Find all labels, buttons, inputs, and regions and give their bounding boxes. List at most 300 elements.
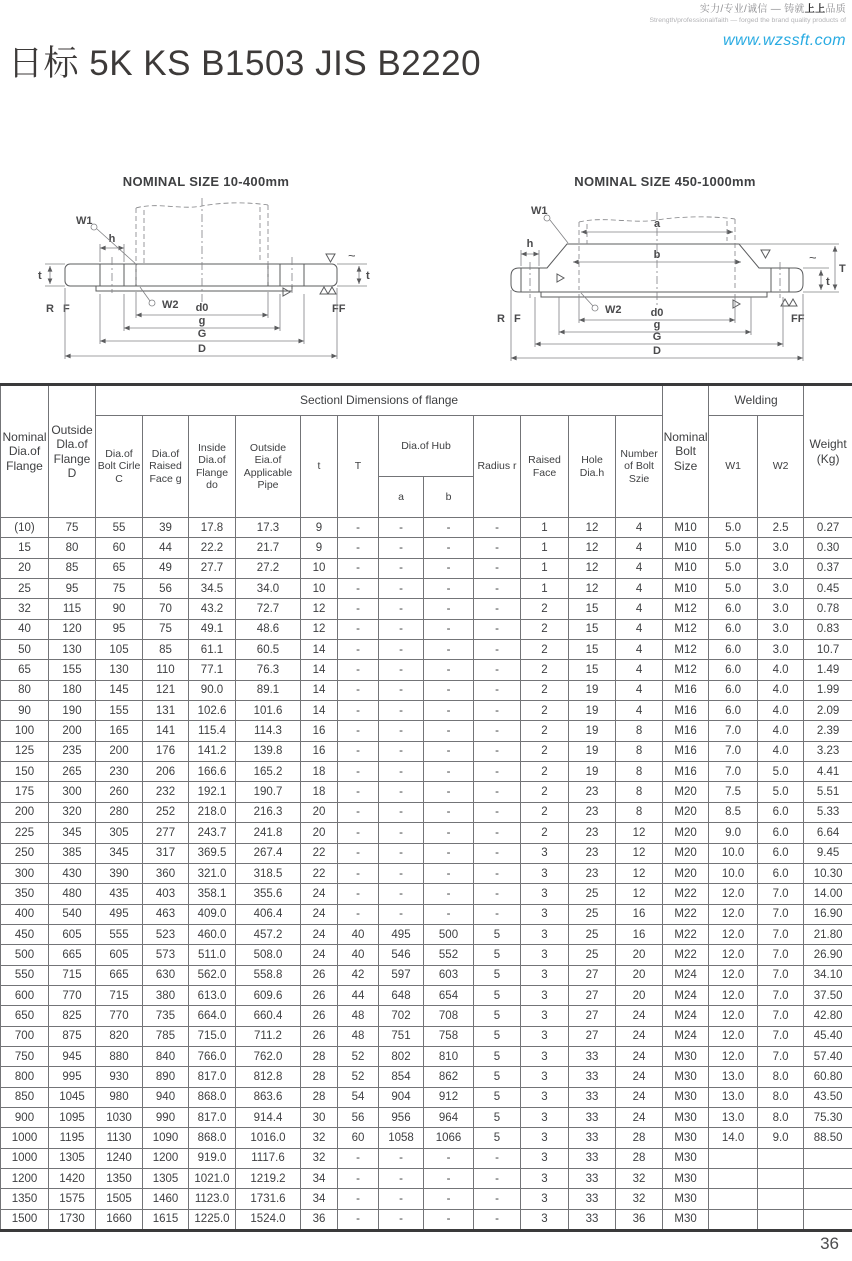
table-row: [1, 965, 852, 985]
table-cell: 2: [521, 701, 569, 721]
table-cell: 12: [616, 843, 663, 863]
table-cell: 250: [1, 843, 49, 863]
table-cell: -: [379, 660, 424, 680]
table-cell: 52: [338, 1067, 379, 1087]
table-cell: 3.23: [804, 741, 852, 761]
table-cell: 17.3: [236, 518, 301, 538]
weld-symbol-side-icon: [557, 274, 564, 282]
table-cell: 945: [49, 1046, 96, 1066]
table-cell: -: [474, 680, 521, 700]
table-cell: 23: [569, 823, 616, 843]
table-cell: 190: [49, 701, 96, 721]
table-cell: 762.0: [236, 1046, 301, 1066]
table-cell: -: [338, 823, 379, 843]
table-cell: -: [338, 802, 379, 822]
table-cell: 21.7: [236, 538, 301, 558]
table-cell: -: [424, 599, 474, 619]
table-cell: -: [379, 802, 424, 822]
table-cell: 385: [49, 843, 96, 863]
table-cell: M20: [663, 863, 709, 883]
table-cell: 26: [301, 1026, 338, 1046]
table-cell: 49: [143, 558, 189, 578]
table-cell: 358.1: [189, 884, 236, 904]
table-cell: 7.0: [709, 762, 758, 782]
table-cell: -: [474, 762, 521, 782]
table-cell: -: [474, 1189, 521, 1209]
table-cell: 3.0: [758, 640, 804, 660]
table-cell: 200: [49, 721, 96, 741]
table-cell: -: [424, 538, 474, 558]
header-bolt-size: Nominal Bolt Size: [663, 385, 709, 518]
table-cell: 206: [143, 762, 189, 782]
table-cell: -: [379, 782, 424, 802]
table-cell: 32: [301, 1148, 338, 1168]
table-cell: 200: [96, 741, 143, 761]
table-cell: -: [338, 721, 379, 741]
table-cell: -: [379, 843, 424, 863]
table-cell: 105: [96, 640, 143, 660]
table-cell: 267.4: [236, 843, 301, 863]
table-cell: 15: [569, 619, 616, 639]
table-cell: 12: [301, 619, 338, 639]
table-cell: 75: [96, 579, 143, 599]
table-cell: 1200: [1, 1169, 49, 1189]
table-cell: 15: [569, 599, 616, 619]
table-cell: 1016.0: [236, 1128, 301, 1148]
table-cell: 24: [616, 1026, 663, 1046]
table-cell: 7.0: [758, 884, 804, 904]
table-cell: M30: [663, 1046, 709, 1066]
table-cell: -: [474, 660, 521, 680]
tagline-prefix: 实力/专业/诚信 — 铸就: [699, 4, 805, 15]
table-cell: 2.5: [758, 518, 804, 538]
table-cell: 100: [1, 721, 49, 741]
table-cell: 380: [143, 985, 189, 1005]
table-cell: 5.0: [709, 558, 758, 578]
table-cell: 600: [1, 985, 49, 1005]
table-cell: 48.6: [236, 619, 301, 639]
table-row: [1, 599, 852, 619]
table-cell: M10: [663, 538, 709, 558]
table-cell: 14: [301, 701, 338, 721]
table-cell: -: [424, 579, 474, 599]
weld-symbol-double-icon: [781, 299, 797, 306]
table-cell: 758: [424, 1026, 474, 1046]
table-cell: 305: [96, 823, 143, 843]
table-row: [1, 701, 852, 721]
table-cell: 33: [569, 1107, 616, 1127]
table-cell: 1460: [143, 1189, 189, 1209]
table-cell: 5.0: [709, 538, 758, 558]
table-cell: M22: [663, 904, 709, 924]
table-cell: 95: [49, 579, 96, 599]
table-cell: 0.83: [804, 619, 852, 639]
table-cell: 3.0: [758, 558, 804, 578]
header-radius: Radius r: [474, 416, 521, 518]
table-cell: 43.50: [804, 1087, 852, 1107]
table-cell: -: [474, 558, 521, 578]
table-cell: 14: [301, 660, 338, 680]
table-cell: 20: [616, 985, 663, 1005]
table-cell: 39: [143, 518, 189, 538]
table-cell: 192.1: [189, 782, 236, 802]
table-cell: M24: [663, 985, 709, 1005]
table-cell: 3: [521, 1128, 569, 1148]
table-cell: 3.0: [758, 579, 804, 599]
table-cell: -: [424, 823, 474, 843]
table-row: [1, 660, 852, 680]
dim-label-t: t: [826, 276, 830, 288]
table-cell: 3: [521, 1006, 569, 1026]
table-cell: 2: [521, 640, 569, 660]
table-cell: M16: [663, 741, 709, 761]
table-cell: 42.80: [804, 1006, 852, 1026]
table-cell: 7.5: [709, 782, 758, 802]
table-cell: 320: [49, 802, 96, 822]
table-cell: 1030: [96, 1107, 143, 1127]
table-row: [1, 1026, 852, 1046]
table-cell: 44: [143, 538, 189, 558]
table-cell: 12: [569, 518, 616, 538]
table-cell: 12: [616, 823, 663, 843]
table-cell: -: [424, 518, 474, 538]
table-cell: 16: [616, 924, 663, 944]
table-cell: -: [424, 802, 474, 822]
table-cell: -: [424, 863, 474, 883]
table-cell: 0.78: [804, 599, 852, 619]
table-header: [1, 385, 852, 518]
table-cell: -: [338, 843, 379, 863]
table-cell: -: [424, 904, 474, 924]
table-cell: 1195: [49, 1128, 96, 1148]
table-cell: M22: [663, 884, 709, 904]
table-cell: 4.0: [758, 680, 804, 700]
table-cell: 16: [616, 904, 663, 924]
table-cell: 665: [96, 965, 143, 985]
header-pipe-dia: Outside Eia.of Applicable Pipe: [236, 416, 301, 518]
table-cell: 26: [301, 985, 338, 1005]
table-cell: 0.27: [804, 518, 852, 538]
table-cell: 12.0: [709, 1046, 758, 1066]
header-T: T: [338, 416, 379, 518]
table-cell: 6.0: [709, 599, 758, 619]
table-row: [1, 1006, 852, 1026]
table-cell: 321.0: [189, 863, 236, 883]
table-cell: 9.0: [758, 1128, 804, 1148]
table-cell: 85: [49, 558, 96, 578]
table-cell: 435: [96, 884, 143, 904]
table-cell: 770: [49, 985, 96, 1005]
table-cell: 8.0: [758, 1087, 804, 1107]
table-cell: 48: [338, 1026, 379, 1046]
table-cell: 7.0: [758, 945, 804, 965]
table-cell: M30: [663, 1067, 709, 1087]
table-cell: 2: [521, 619, 569, 639]
table-cell: 3: [521, 1046, 569, 1066]
table-cell: 3: [521, 985, 569, 1005]
table-cell: 121: [143, 680, 189, 700]
table-cell: 5.0: [758, 782, 804, 802]
table-cell: -: [424, 558, 474, 578]
table-cell: 8: [616, 721, 663, 741]
dim-label-w2: W2: [162, 299, 179, 311]
table-cell: M10: [663, 518, 709, 538]
table-row: [1, 1189, 852, 1209]
header-inside-dia: Inside Dia.of Flange do: [189, 416, 236, 518]
table-cell: 463: [143, 904, 189, 924]
table-cell: 190.7: [236, 782, 301, 802]
table-cell: -: [379, 680, 424, 700]
table-cell: 23: [569, 802, 616, 822]
table-cell: 345: [49, 823, 96, 843]
table-cell: 660.4: [236, 1006, 301, 1026]
table-cell: 6.64: [804, 823, 852, 843]
table-row: [1, 1087, 852, 1107]
table-cell: -: [338, 558, 379, 578]
table-cell: 9.0: [709, 823, 758, 843]
table-cell: M30: [663, 1107, 709, 1127]
table-cell: 75: [143, 619, 189, 639]
dim-label-D: D: [198, 343, 206, 355]
table-cell: 3: [521, 1107, 569, 1127]
table-cell: 1: [521, 579, 569, 599]
table-cell: 1.99: [804, 680, 852, 700]
table-cell: 4.0: [758, 701, 804, 721]
table-cell: 277: [143, 823, 189, 843]
table-cell: 27: [569, 985, 616, 1005]
table-cell: 12: [569, 538, 616, 558]
table-cell: M10: [663, 558, 709, 578]
table-cell: 241.8: [236, 823, 301, 843]
table-cell: 252: [143, 802, 189, 822]
table-cell: 495: [379, 924, 424, 944]
table-cell: 34.0: [236, 579, 301, 599]
table-cell: 77.1: [189, 660, 236, 680]
table-cell: -: [379, 1148, 424, 1168]
table-cell: 2: [521, 599, 569, 619]
table-cell: 25: [1, 579, 49, 599]
table-cell: -: [379, 762, 424, 782]
table-cell: 33: [569, 1046, 616, 1066]
table-cell: -: [424, 660, 474, 680]
table-cell: 32: [616, 1169, 663, 1189]
table-cell: 766.0: [189, 1046, 236, 1066]
table-cell: -: [474, 640, 521, 660]
table-row: [1, 985, 852, 1005]
table-cell: 546: [379, 945, 424, 965]
dim-label-b: b: [653, 249, 661, 261]
table-cell: 72.7: [236, 599, 301, 619]
table-cell: 1123.0: [189, 1189, 236, 1209]
dim-label-w2: W2: [605, 304, 622, 316]
table-cell: -: [424, 762, 474, 782]
table-cell: 2: [521, 741, 569, 761]
table-cell: 854: [379, 1067, 424, 1087]
table-cell: 2.39: [804, 721, 852, 741]
table-cell: 17.8: [189, 518, 236, 538]
table-cell: 875: [49, 1026, 96, 1046]
table-cell: 25: [569, 884, 616, 904]
table-cell: 403: [143, 884, 189, 904]
table-cell: -: [379, 1209, 424, 1230]
dim-label-d0: d0: [195, 302, 209, 314]
table-cell: 89.1: [236, 680, 301, 700]
table-row: [1, 680, 852, 700]
table-cell: 56: [143, 579, 189, 599]
table-cell: 817.0: [189, 1107, 236, 1127]
flange-diagram-small-sizes: [36, 172, 376, 367]
table-cell: 5.0: [709, 518, 758, 538]
table-cell: [709, 1189, 758, 1209]
table-cell: 12.0: [709, 884, 758, 904]
table-cell: 648: [379, 985, 424, 1005]
table-cell: 630: [143, 965, 189, 985]
table-cell: 218.0: [189, 802, 236, 822]
table-cell: -: [474, 619, 521, 639]
w2-leader-dot: [592, 305, 598, 311]
break-symbol: ~: [809, 250, 817, 265]
table-cell: 665: [49, 945, 96, 965]
table-cell: 36: [616, 1209, 663, 1230]
table-cell: 10: [301, 579, 338, 599]
table-cell: 12: [616, 884, 663, 904]
header-hub-group: Dia.of Hub: [379, 416, 474, 477]
brand-tagline-cn: [650, 3, 846, 16]
table-cell: 280: [96, 802, 143, 822]
dim-label-g: g: [653, 319, 661, 331]
table-row: [1, 1169, 852, 1189]
table-cell: 225: [1, 823, 49, 843]
table-cell: 360: [143, 863, 189, 883]
table-cell: 4: [616, 701, 663, 721]
table-cell: -: [338, 741, 379, 761]
table-cell: M16: [663, 701, 709, 721]
table-cell: 2: [521, 823, 569, 843]
table-cell: 20: [616, 965, 663, 985]
table-cell: 49.1: [189, 619, 236, 639]
header-w1: W1: [709, 416, 758, 518]
table-cell: -: [338, 762, 379, 782]
header-welding-group: Welding: [709, 385, 804, 416]
dim-label-h: h: [108, 233, 116, 245]
table-cell: 165: [96, 721, 143, 741]
table-cell: 573: [143, 945, 189, 965]
table-cell: 6.0: [709, 640, 758, 660]
table-cell: 3.0: [758, 538, 804, 558]
table-cell: 904: [379, 1087, 424, 1107]
table-cell: 24: [616, 1087, 663, 1107]
table-cell: 10.0: [709, 863, 758, 883]
header-bolt-number: Number of Bolt Szie: [616, 416, 663, 518]
table-cell: 1505: [96, 1189, 143, 1209]
w1-leader-dot: [91, 224, 97, 230]
table-cell: 18: [301, 782, 338, 802]
table-cell: 550: [1, 965, 49, 985]
table-cell: 110: [143, 660, 189, 680]
table-cell: 3: [521, 1148, 569, 1168]
table-cell: 176: [143, 741, 189, 761]
table-cell: 10.30: [804, 863, 852, 883]
raised-face-step: [96, 286, 292, 291]
flange-diagram-large-sizes: [483, 172, 848, 367]
table-cell: 18: [301, 762, 338, 782]
table-cell: 24: [301, 924, 338, 944]
table-cell: 840: [143, 1046, 189, 1066]
table-cell: 243.7: [189, 823, 236, 843]
table-cell: 24: [616, 1067, 663, 1087]
table-cell: 23: [569, 863, 616, 883]
table-cell: 90: [96, 599, 143, 619]
dim-label-w1: W1: [531, 205, 548, 217]
table-cell: 3: [521, 863, 569, 883]
table-cell: 511.0: [189, 945, 236, 965]
table-cell: -: [338, 1148, 379, 1168]
raised-face-step: [541, 292, 767, 297]
table-cell: 1305: [143, 1169, 189, 1189]
weld-symbol-icon: [326, 254, 335, 262]
table-cell: -: [424, 741, 474, 761]
table-cell: 711.2: [236, 1026, 301, 1046]
table-cell: 14.0: [709, 1128, 758, 1148]
table-cell: -: [474, 802, 521, 822]
table-cell: 20: [616, 945, 663, 965]
table-cell: 12.0: [709, 1006, 758, 1026]
weld-symbol-side-icon: [283, 288, 290, 296]
table-cell: 102.6: [189, 701, 236, 721]
weld-symbol-icon: [761, 250, 770, 258]
table-cell: 862: [424, 1067, 474, 1087]
table-cell: -: [474, 823, 521, 843]
table-cell: -: [474, 741, 521, 761]
table-cell: 3: [521, 1209, 569, 1230]
table-cell: 20: [301, 802, 338, 822]
table-cell: 20: [1, 558, 49, 578]
table-cell: 28: [301, 1067, 338, 1087]
table-cell: [758, 1148, 804, 1168]
table-cell: 9.45: [804, 843, 852, 863]
table-cell: 12.0: [709, 965, 758, 985]
table-cell: 36: [301, 1209, 338, 1230]
table-cell: 22: [301, 843, 338, 863]
table-cell: 0.30: [804, 538, 852, 558]
table-row: [1, 823, 852, 843]
diagram-title: NOMINAL SIZE 450-1000mm: [574, 174, 756, 189]
table-cell: 101.6: [236, 701, 301, 721]
table-cell: 85: [143, 640, 189, 660]
header-w2: W2: [758, 416, 804, 518]
flange-outline: [65, 264, 337, 286]
table-cell: M20: [663, 823, 709, 843]
table-cell: -: [474, 1209, 521, 1230]
table-cell: -: [474, 538, 521, 558]
table-cell: -: [338, 640, 379, 660]
table-cell: 500: [424, 924, 474, 944]
table-row: [1, 782, 852, 802]
table-cell: 1058: [379, 1128, 424, 1148]
table-cell: 555: [96, 924, 143, 944]
table-cell: 300: [49, 782, 96, 802]
dim-label-t-left: t: [38, 270, 42, 282]
table-cell: 785: [143, 1026, 189, 1046]
table-cell: 654: [424, 985, 474, 1005]
table-cell: 216.3: [236, 802, 301, 822]
table-cell: -: [338, 1209, 379, 1230]
table-cell: -: [338, 660, 379, 680]
table-cell: 800: [1, 1067, 49, 1087]
table-cell: M30: [663, 1087, 709, 1107]
dim-label-d0: d0: [650, 307, 664, 319]
table-cell: 8: [616, 782, 663, 802]
